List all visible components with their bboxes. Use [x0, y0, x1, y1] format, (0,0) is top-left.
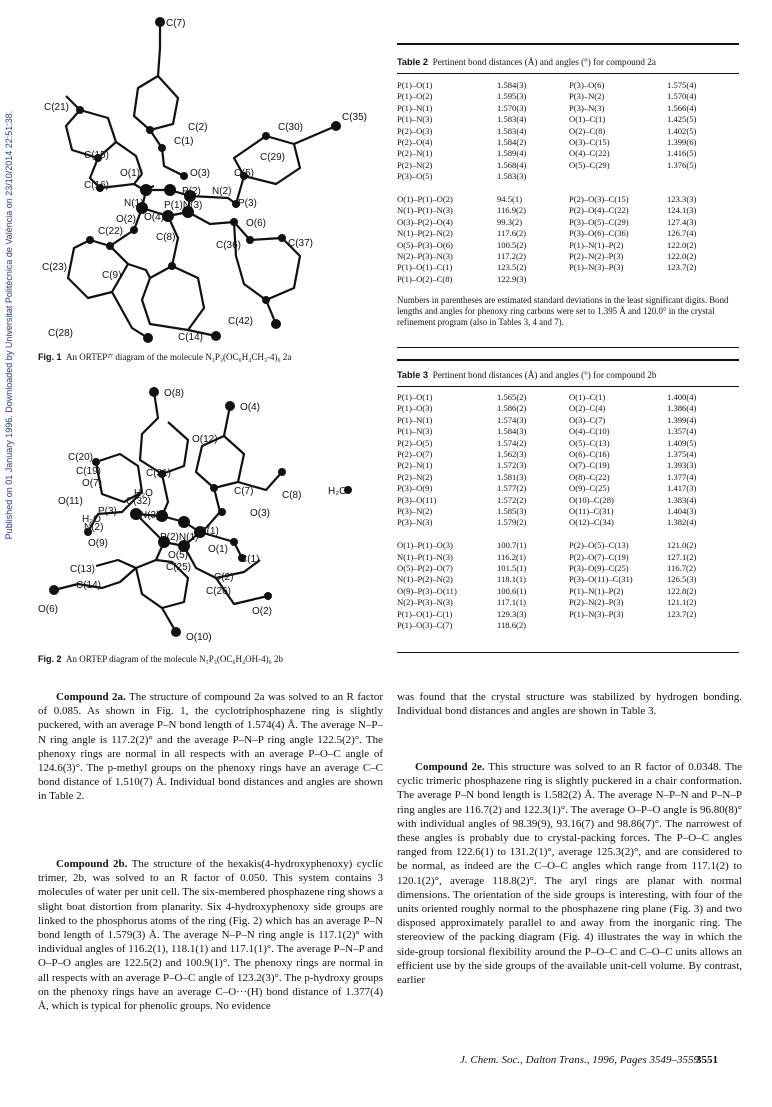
- bond-value-cell: 122.0(2): [667, 239, 697, 250]
- figure-2-caption-label: Fig. 2: [38, 654, 62, 664]
- bond-value-cell: 116.9(2): [497, 205, 527, 216]
- bond-label-cell: P(3)–N(3): [397, 517, 433, 528]
- bond-label-cell: P(3)–N(2): [397, 506, 433, 517]
- table-row: [397, 205, 739, 216]
- atom-label: H₂O: [82, 514, 101, 525]
- table-row: [397, 449, 739, 460]
- page-number: 3551: [696, 1054, 718, 1066]
- table-2-label: Table 2: [397, 57, 428, 67]
- atom-label: O(11): [58, 496, 83, 507]
- bond-value-cell: 1.393(3): [667, 460, 697, 471]
- bond-label-cell: [569, 274, 667, 285]
- bond-label-cell: P(3)–O(6)–C(36): [569, 228, 629, 239]
- atom-label: C(14): [76, 580, 102, 591]
- atom-label: C(7): [166, 18, 186, 29]
- atom-label: C(29): [260, 152, 286, 163]
- figure-1-caption-label: Fig. 1: [38, 352, 62, 362]
- figure-1-caption-text: An ORTEP²⁷ diagram of the molecule N₃P₃(OC₆H₄CH₃-4)₆ 2a: [66, 352, 292, 362]
- bond-value-cell: 1.595(3): [497, 91, 527, 102]
- atom-label: O(1): [208, 544, 228, 555]
- bond-label-cell: P(1)–N(3)–P(3): [569, 608, 624, 619]
- table-row: [397, 483, 739, 494]
- table-row: [397, 91, 739, 102]
- bond-value-cell: 1.377(4): [667, 471, 697, 482]
- bond-value-cell: 127.4(3): [667, 216, 697, 227]
- bond-label-cell: P(3)–O(5)–C(29): [569, 216, 629, 227]
- bond-value-cell: 1.382(4): [667, 517, 697, 528]
- table-row: [397, 620, 739, 631]
- table-row: [397, 460, 739, 471]
- bond-value-cell: 1.585(3): [497, 506, 527, 517]
- bond-label-cell: P(2)–O(5): [397, 437, 433, 448]
- bond-value-cell: 116.2(1): [497, 551, 527, 562]
- atom-label: N(2): [212, 186, 232, 197]
- download-sidebar: [2, 0, 16, 650]
- bond-label-cell: P(2)–N(2): [397, 471, 433, 482]
- bond-label-cell: P(2)–N(1): [397, 460, 433, 471]
- paragraph-hydrogen-bonding: was found that the crystal structure was stabilized by hydrogen bonding. Individual bond distances and angles are shown in Table 3.: [397, 691, 742, 718]
- bond-label-cell: N(1)–P(1)–N(3): [397, 205, 453, 216]
- bond-value-cell: [667, 620, 739, 631]
- bond-label-cell: P(3)–O(5): [397, 171, 433, 182]
- atom-label: O(10): [186, 632, 212, 642]
- bond-label-cell: P(2)–O(7)–C(19): [569, 551, 629, 562]
- bond-label-cell: O(1)–P(1)–O(2): [397, 194, 453, 205]
- bond-label-cell: N(1)–P(2)–N(2): [397, 228, 453, 239]
- bond-label-cell: O(8)–C(22): [569, 471, 610, 482]
- bond-value-cell: 1.376(5): [667, 159, 697, 170]
- table-row: [397, 506, 739, 517]
- bond-label-cell: P(3)–O(11): [397, 494, 437, 505]
- compound-2b-heading: Compound 2b.: [56, 858, 128, 870]
- bond-value-cell: 99.3(2): [497, 216, 523, 227]
- compound-2e-heading: Compound 2e.: [415, 761, 485, 773]
- bond-label-cell: P(1)–O(1)–C(1): [397, 608, 453, 619]
- table-row: [397, 415, 739, 426]
- bond-value-cell: 1.584(3): [497, 426, 527, 437]
- bond-label-cell: O(12)–C(34): [569, 517, 614, 528]
- bond-label-cell: O(3)–P(2)–O(4): [397, 216, 453, 227]
- bond-label-cell: O(9)–P(3)–O(11): [397, 585, 457, 596]
- bond-value-cell: 117.2(2): [497, 251, 527, 262]
- atom-label: C(21): [44, 102, 70, 113]
- atom-label: H₂O: [328, 486, 347, 497]
- bond-label-cell: [569, 529, 667, 540]
- paragraph-compound-2b: [38, 857, 383, 1013]
- atom-label: C(15): [84, 150, 110, 161]
- bond-label-cell: [569, 183, 667, 194]
- figure-2: [38, 382, 368, 642]
- bond-label-cell: P(2)–N(2)–P(3): [569, 251, 624, 262]
- bond-label-cell: [397, 529, 497, 540]
- table-row: [397, 552, 739, 563]
- atom-label: C(1): [174, 136, 194, 147]
- bond-label-cell: P(1)–O(1)–C(1): [397, 262, 453, 273]
- atom-label: C(20): [68, 452, 94, 463]
- figure-1: [38, 8, 368, 343]
- atom-label: O(12): [192, 434, 218, 445]
- atom-label: C(16): [84, 180, 110, 191]
- table-3-top-rule: [397, 359, 739, 361]
- table-row: [397, 126, 739, 137]
- table-row: [397, 517, 739, 528]
- table-row: [397, 274, 739, 285]
- atom-label: O(5): [168, 550, 188, 561]
- bond-value-cell: 1.416(5): [667, 148, 697, 159]
- bond-label-cell: [569, 620, 667, 631]
- bond-value-cell: 1.572(2): [497, 494, 527, 505]
- bond-label-cell: P(3)–N(3): [569, 102, 605, 113]
- atom-label: N(2): [84, 522, 104, 533]
- bond-value-cell: 122.0(2): [667, 251, 697, 262]
- figure-1-ortep-diagram: [38, 8, 368, 343]
- bond-value-cell: 1.586(2): [497, 403, 527, 414]
- bond-label-cell: O(1)–C(1): [569, 392, 606, 402]
- table-row: [397, 392, 739, 403]
- table-row: [397, 114, 739, 125]
- bond-value-cell: 123.5(2): [497, 262, 527, 273]
- atom-label: O(6): [246, 218, 266, 229]
- atom-label: O(2): [116, 214, 136, 225]
- bond-value-cell: 1.566(4): [667, 102, 697, 113]
- bond-label-cell: O(9)–C(25): [569, 483, 610, 494]
- bond-value-cell: [497, 529, 569, 540]
- atom-label: C(19): [76, 466, 102, 477]
- atom-label: C(32): [126, 496, 152, 507]
- bond-label-cell: [397, 183, 497, 194]
- bond-value-cell: 1.562(3): [497, 449, 527, 460]
- table-row: [397, 438, 739, 449]
- table-row: [397, 540, 739, 551]
- atom-label: P(3): [238, 198, 257, 209]
- table-row: [397, 217, 739, 228]
- journal-citation: J. Chem. Soc., Dalton Trans., 1996, Pages 3549–3559: [460, 1054, 699, 1066]
- atom-label: C(25): [166, 562, 192, 573]
- bond-label-cell: P(1)–N(1)–P(2): [569, 239, 624, 250]
- bond-value-cell: 117.6(2): [497, 228, 527, 239]
- table-row: [397, 563, 739, 574]
- bond-value-cell: 1.581(3): [497, 471, 527, 482]
- bond-value-cell: 122.8(2): [667, 585, 697, 596]
- table-row: [397, 597, 739, 608]
- bond-value-cell: 1.375(4): [667, 449, 697, 460]
- bond-label-cell: N(2)–P(3)–N(3): [397, 597, 453, 608]
- figure-2-ortep-diagram: [38, 382, 368, 642]
- bond-value-cell: 126.5(3): [667, 574, 697, 585]
- bond-value-cell: 1.583(3): [497, 171, 527, 182]
- bond-label-cell: N(1)–P(2)–N(2): [397, 574, 453, 585]
- table-row: [397, 472, 739, 483]
- bond-value-cell: 116.7(2): [667, 563, 697, 574]
- bond-value-cell: 117.1(1): [497, 597, 527, 608]
- bond-label-cell: O(1)–C(1): [569, 114, 606, 125]
- atom-label: C(35): [342, 112, 368, 123]
- bond-value-cell: 101.5(1): [497, 563, 527, 574]
- atom-label: C(2): [214, 572, 234, 583]
- bond-value-cell: 100.6(1): [497, 585, 527, 596]
- table-3-bottom-rule: [397, 652, 739, 653]
- bond-label-cell: P(3)–O(9)–C(25): [569, 563, 629, 574]
- atom-label: O(3): [250, 508, 270, 519]
- atom-label: C(23): [42, 262, 68, 273]
- bond-value-cell: 123.3(3): [667, 194, 697, 205]
- bond-value-cell: 1.399(4): [667, 414, 697, 425]
- atom-label: P(3): [98, 506, 117, 517]
- bond-label-cell: P(2)–O(7): [397, 449, 433, 460]
- bond-label-cell: P(2)–O(3)–C(15): [569, 194, 629, 205]
- bond-value-cell: 1.568(4): [497, 159, 527, 170]
- bond-label-cell: P(1)–N(3): [397, 114, 433, 125]
- table-row: [397, 529, 739, 540]
- table-2-top-rule: [397, 43, 739, 45]
- bond-value-cell: 123.7(2): [667, 608, 697, 619]
- bond-value-cell: 1.577(2): [497, 483, 527, 494]
- bond-label-cell: [569, 171, 667, 182]
- compound-2a-heading: Compound 2a.: [56, 691, 126, 703]
- bond-value-cell: 1.386(4): [667, 403, 697, 414]
- bond-label-cell: P(1)–O(3): [397, 403, 433, 414]
- bond-label-cell: O(11)–C(31): [569, 506, 614, 517]
- bond-label-cell: P(2)–O(4)–C(22): [569, 205, 629, 216]
- bond-value-cell: 100.7(1): [497, 540, 527, 551]
- table-3-header-rule: [397, 386, 739, 387]
- bond-label-cell: P(2)–O(3): [397, 125, 433, 136]
- atom-label: C(9): [102, 270, 122, 281]
- table-row: [397, 148, 739, 159]
- atom-label: P(1)N(3): [164, 200, 203, 211]
- atom-label: O(4): [240, 402, 260, 413]
- atom-label: C(37): [288, 238, 314, 249]
- atom-label: O(8): [164, 388, 184, 399]
- bond-value-cell: 121.1(2): [667, 597, 697, 608]
- compound-2b-text: The structure of the hexakis(4-hydroxyphenoxy) cyclic trimer, 2b, was solved to an R factor of 0.050. This system contains 3 molecules of water per unit cell. The six-membered phosphazene ring shows a slight boat distortion from planarity. Six 4-hydroxyphenoxy side groups are linked to the phosphorus atoms of the ring (Fig. 2) which has an average P–N bond length of 1.579(3) Å. The average N–P–N ring angle is 117.1(2)° with individual angles of 116.2(1), 118.1(1) and 117.1(1)°. The average P–N–P and O–P–O angles are 122.5(2) and 100.9(1)°. The phenoxy rings are normal in all respects with an average P–O–C angle of 123.2(3)°. The p-hydroxy groups on the phenoxy rings have an average C–O···(H) bond distance of 1.377(4) Å, which is typical for phenolic groups. No evidence: [38, 858, 383, 1013]
- table-row: [397, 194, 739, 205]
- atom-label: P(2)N(1): [160, 532, 199, 543]
- bond-value-cell: [667, 183, 739, 194]
- figure-2-caption: [38, 654, 373, 665]
- bond-label-cell: P(1)–O(2): [397, 91, 433, 102]
- bond-label-cell: N(1)–P(1)–N(3): [397, 551, 453, 562]
- atom-label: C(22): [98, 226, 124, 237]
- bond-label-cell: O(5)–C(13): [569, 437, 610, 448]
- bond-value-cell: 1.425(5): [667, 114, 697, 125]
- bond-label-cell: P(3)–O(11)–C(31): [569, 574, 633, 585]
- table-3-title: Pertinent bond distances (Å) and angles (°) for compound 2b: [432, 370, 657, 380]
- bond-value-cell: 126.7(4): [667, 228, 697, 239]
- bond-label-cell: O(2)–C(4): [569, 403, 606, 414]
- atom-label: C(31): [146, 468, 172, 479]
- atom-label: H₂O: [134, 488, 153, 499]
- atom-label: C(26): [206, 586, 232, 597]
- bond-label-cell: P(1)–N(3): [397, 426, 433, 437]
- table-2-caption: [397, 57, 742, 67]
- bond-label-cell: N(2)–P(3)–N(3): [397, 251, 453, 262]
- bond-value-cell: 118.6(2): [497, 620, 527, 631]
- bond-value-cell: 1.583(4): [497, 114, 527, 125]
- bond-label-cell: P(1)–N(1)–P(2): [569, 585, 624, 596]
- bond-value-cell: 129.3(3): [497, 608, 527, 619]
- download-notice: Published on 01 January 1996. Downloaded by Universitat Politècnica de València on 23/10/2014 22:51:38.: [4, 110, 14, 540]
- bond-label-cell: O(2)–C(8): [569, 125, 606, 136]
- atom-label: C(42): [228, 316, 254, 327]
- figure-1-caption: [38, 352, 373, 363]
- bond-label-cell: P(2)–N(1): [397, 148, 433, 159]
- bond-value-cell: 1.570(3): [497, 102, 527, 113]
- bond-label-cell: P(2)–N(2): [397, 159, 433, 170]
- table-row: [397, 495, 739, 506]
- figure-2-caption-text: An ORTEP diagram of the molecule N₃P₃(OC₆H₄OH-4)₆ 2b: [66, 654, 284, 664]
- paragraph-compound-2e: [397, 760, 742, 987]
- atom-label: C(8): [156, 232, 176, 243]
- compound-2a-text: The structure of compound 2a was solved to an R factor of 0.085. As shown in Fig. 1, the cyclotriphosphazene ring is slightly puckered, with an average P–N bond length of 1.574(4) Å. The average N–P–N ring angle is 117.2(2)° and the average P–N–P ring angle 122.5(2)°. The phenoxy rings are normal in all respects with an average P–O–C angle of 124.6(3)°. The p-methyl groups on the phenoxy rings have an average C–C bond distance of 1.510(7) Å. Individual bond distances and angles are shown in Table 2.: [38, 691, 384, 803]
- atom-label: C(30): [278, 122, 304, 133]
- table-3-label: Table 3: [397, 370, 428, 380]
- bond-value-cell: 1.417(3): [667, 483, 697, 494]
- bond-value-cell: [497, 183, 569, 194]
- bond-value-cell: 1.404(3): [667, 506, 697, 517]
- bond-label-cell: P(1)–O(2)–C(8): [397, 273, 453, 284]
- atom-label: C(8): [282, 490, 302, 501]
- bond-label-cell: P(1)–N(1): [397, 102, 433, 113]
- bond-value-cell: [667, 274, 739, 285]
- bond-label-cell: P(3)–N(2): [569, 91, 605, 102]
- table-row: [397, 251, 739, 262]
- table-3-caption: [397, 370, 742, 380]
- bond-label-cell: P(3)–O(9): [397, 483, 433, 494]
- bond-label-cell: O(6)–C(16): [569, 449, 610, 460]
- atom-label: N(3): [140, 510, 160, 521]
- bond-value-cell: 1.584(2): [497, 137, 527, 148]
- compound-2e-text: This structure was solved to an R factor of 0.0348. The cyclic trimeric phosphazene ring is slightly puckered in a chair conformation. The average P–N bond length is 1.582(2) Å. The average N–P–N and P–N–P ring angles are 116.7(2) and 122.3(1)°. The average O–P–O angle is 96.80(8)° with individual angles of 98.39(9), 93.16(7) and 98.86(7)°. The narrowest of these angles is probably due to crystal-packing forces. The P–O–C angles ranged from 122.6(1) to 131.2(1)°, average 125.3(2)°, and are considered to be normal, as indeed are the C–O–C angles which range from 117.1(2) to 120.1(2)°, average 118.8(2)°. The aryl rings are planar with normal dimensions. The orientation of the side groups is interesting, with four of the units oriented roughly normal to the phosphazene ring plane (Fig. 3) and two disposed approximately parallel to and away from the inorganic ring. The stereoview of the packing diagram (Fig. 4) illustrates the way in which the side-group torsional flexibility around the P–O–C and C–O–C units allows an efficient use by the side groups of the available unit-cell volume. By contrast, earlier: [397, 761, 743, 987]
- table-row: [397, 426, 739, 437]
- bond-value-cell: 1.357(4): [667, 426, 697, 437]
- atom-label: P(1): [200, 526, 219, 537]
- bond-value-cell: 1.575(4): [667, 80, 697, 90]
- bond-label-cell: P(1)–N(1): [397, 414, 433, 425]
- table-row: [397, 80, 739, 91]
- bond-label-cell: O(5)–P(3)–O(6): [397, 239, 453, 250]
- atom-label: O(3): [190, 168, 210, 179]
- bond-value-cell: 1.589(4): [497, 148, 527, 159]
- bond-label-cell: O(5)–C(29): [569, 159, 610, 170]
- table-2-header-rule: [397, 73, 739, 74]
- bond-label-cell: O(10)–C(28): [569, 494, 614, 505]
- table-row: [397, 403, 739, 414]
- bond-value-cell: 1.574(2): [497, 437, 527, 448]
- bond-value-cell: 1.399(6): [667, 137, 697, 148]
- atom-label: C(1): [240, 554, 260, 565]
- bond-value-cell: 127.1(2): [667, 551, 697, 562]
- bond-value-cell: 121.0(2): [667, 540, 697, 551]
- bond-value-cell: 100.5(2): [497, 239, 527, 250]
- atom-label: C(36): [216, 240, 242, 251]
- table-2: [397, 80, 739, 285]
- table-row: [397, 574, 739, 585]
- bond-value-cell: 118.1(1): [497, 574, 527, 585]
- bond-label-cell: O(4)–C(10): [569, 426, 610, 437]
- table-row: [397, 240, 739, 251]
- atom-label: C(13): [70, 564, 96, 575]
- atom-label: P(2): [182, 186, 201, 197]
- bond-label-cell: P(1)–O(3)–C(7): [397, 620, 453, 631]
- bond-value-cell: 1.572(3): [497, 460, 527, 471]
- bond-label-cell: O(1)–P(1)–O(3): [397, 540, 453, 551]
- atom-label: O(7): [82, 478, 102, 489]
- bond-value-cell: 1.383(4): [667, 494, 697, 505]
- bond-value-cell: [667, 529, 739, 540]
- bond-label-cell: O(3)–C(15): [569, 137, 610, 148]
- bond-label-cell: P(1)–O(1): [397, 392, 433, 402]
- table-row: [397, 586, 739, 597]
- table-row: [397, 137, 739, 148]
- bond-label-cell: O(7)–C(19): [569, 460, 610, 471]
- bond-label-cell: O(4)–C(22): [569, 148, 610, 159]
- table-row: [397, 228, 739, 239]
- table-3: [397, 392, 739, 632]
- table-row: [397, 103, 739, 114]
- bond-label-cell: P(1)–N(3)–P(3): [569, 262, 624, 273]
- atom-label: O(6): [38, 604, 58, 615]
- table-2-title: Pertinent bond distances (Å) and angles (°) for compound 2a: [432, 57, 656, 67]
- bond-value-cell: 123.7(2): [667, 262, 697, 273]
- bond-value-cell: 124.1(3): [667, 205, 697, 216]
- bond-value-cell: 122.9(3): [497, 273, 527, 284]
- table-row: [397, 183, 739, 194]
- bond-label-cell: P(2)–O(4): [397, 137, 433, 148]
- bond-value-cell: 1.409(5): [667, 437, 697, 448]
- atom-label: O(2): [252, 606, 272, 617]
- atom-label: O(4): [144, 212, 164, 223]
- bond-value-cell: 94.5(1): [497, 194, 523, 205]
- table-2-note: Numbers in parentheses are estimated standard deviations in the least significant digits. Bond lengths and angles for phenoxy ring carbons were set to 1.395 Å and 120.0° in the crystal refinement program (also in Tables 3, 4 and 7).: [397, 295, 729, 327]
- bond-label-cell: P(2)–O(5)–C(13): [569, 540, 629, 551]
- bond-value-cell: [667, 171, 739, 182]
- atom-label: N(1): [124, 198, 144, 209]
- bond-label-cell: P(3)–O(6): [569, 80, 605, 90]
- bond-label-cell: P(2)–N(2)–P(3): [569, 597, 624, 608]
- bond-value-cell: 1.400(4): [667, 392, 697, 402]
- atom-label: C(2): [188, 122, 208, 133]
- table-2-bottom-rule: [397, 347, 739, 348]
- atom-label: O(1): [120, 168, 140, 179]
- bond-value-cell: 1.402(5): [667, 125, 697, 136]
- bond-label-cell: P(1)–O(1): [397, 80, 433, 90]
- table-row: [397, 262, 739, 273]
- bond-value-cell: 1.579(2): [497, 517, 527, 528]
- bond-value-cell: 1.574(3): [497, 414, 527, 425]
- atom-label: C(14): [178, 332, 204, 343]
- atom-label: O(5): [234, 168, 254, 179]
- atom-label: C(28): [48, 328, 74, 339]
- atom-label: O(9): [88, 538, 108, 549]
- table-row: [397, 160, 739, 171]
- bond-label-cell: O(3)–C(7): [569, 414, 606, 425]
- bond-value-cell: 1.570(4): [667, 91, 697, 102]
- bond-label-cell: O(5)–P(2)–O(7): [397, 563, 453, 574]
- bond-value-cell: 1.583(4): [497, 125, 527, 136]
- table-row: [397, 171, 739, 182]
- paragraph-compound-2a: [38, 690, 383, 804]
- bond-value-cell: 1.584(3): [497, 80, 527, 90]
- bond-value-cell: 1.565(2): [497, 392, 527, 402]
- atom-label: C(7): [234, 486, 254, 497]
- table-row: [397, 609, 739, 620]
